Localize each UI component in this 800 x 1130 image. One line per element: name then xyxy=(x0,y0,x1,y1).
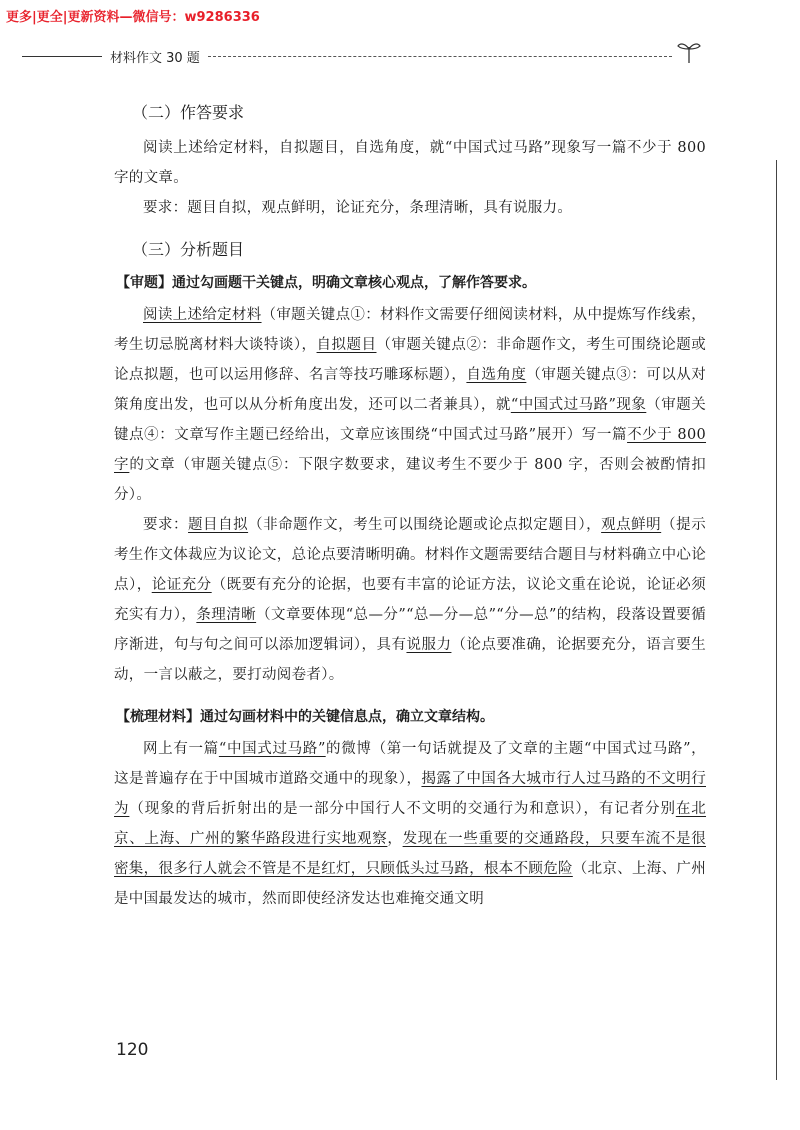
header-rule-right xyxy=(208,56,672,57)
annotation-note: （审题关键点③：可以从对策角度出发，也可以从分析角度出发，还可以二者兼具）， xyxy=(114,367,706,413)
key-phrase: 自选角度 xyxy=(466,367,527,383)
annotation-note: （审题关键点⑤：下限字数要求，建议考生不要少于 800 字，否则会被酌情扣分）。 xyxy=(114,457,706,503)
key-phrase: 说服力 xyxy=(406,637,452,653)
annotation-note: （第一句话就提及了文章的主题“中国式过马路”，这是普遍存在于中国城市道路交通中的现象）， xyxy=(114,741,706,787)
body-text: 写一篇 xyxy=(581,427,628,443)
key-phrase: 揭露了中国各大城市行人过马路的不文明行为 xyxy=(114,771,706,817)
key-phrase: 自拟题目 xyxy=(316,337,377,353)
annotation-note: （文章要体现“总—分”“总—分—总”“分—总”的结构，段落设置要循序渐进，句与句之间可以添加逻辑词）， xyxy=(114,607,707,653)
page-content xyxy=(114,100,706,914)
page-number: 120 xyxy=(116,1040,149,1060)
review-paragraph-1 xyxy=(114,300,706,510)
section-answer-requirements-title: （二）作答要求 xyxy=(132,103,245,122)
annotation-note: （审题关键点④：文章写作主题已经给出，文章应该围绕“中国式过马路”展开） xyxy=(114,397,706,443)
key-phrase: “中国式过马路” xyxy=(218,741,326,757)
key-phrase: 阅读上述给定材料 xyxy=(143,307,262,323)
body-text: 就 xyxy=(495,397,511,413)
annotation-note: （既要有充分的论据，也要有丰富的论证方法，议论文重在论说，论证必须充实有力）， xyxy=(114,577,707,623)
review-question-lead: 【审题】通过勾画题干关键点，明确文章核心观点，了解作答要求。 xyxy=(116,275,536,291)
key-phrase: 论证充分 xyxy=(151,577,212,593)
annotation-note: （现象的背后折射出的是一部分中国行人不文明的交通行为和意识）， xyxy=(129,801,599,817)
key-phrase: 题目自拟 xyxy=(188,517,249,533)
body-text: ， xyxy=(387,831,403,847)
key-phrase: 条理清晰 xyxy=(196,607,257,623)
annotation-note: （非命题作文，考生可以围绕论题或论点拟定题目）， xyxy=(248,517,602,533)
key-phrase: “中国式过马路”现象 xyxy=(510,397,647,413)
review-paragraph-2 xyxy=(114,510,706,690)
annotation-note: （北京、上海、广州是中国最发达的城市，然而即使经济发达也难掩交通文明 xyxy=(114,861,706,907)
answer-requirements-paragraph: 阅读上述给定材料，自拟题目，自选角度，就“中国式过马路”现象写一篇不少于 800 字的文章。 xyxy=(114,140,706,186)
key-phrase: 在北京、上海、广州的繁华路段进行实地观察 xyxy=(114,801,707,847)
key-phrase: 不少于 800 字 xyxy=(114,427,707,473)
header-rule-left xyxy=(22,56,102,57)
body-text: 具有 xyxy=(376,637,407,653)
annotation-note: （提示考生作文体裁应为议论文，总论点要清晰明确。材料作文题需要结合题目与材料确立中心论点）， xyxy=(114,517,706,593)
page-edge-line xyxy=(776,160,777,1080)
running-header-title: 材料作文 30 题 xyxy=(110,51,200,66)
requirements-paragraph: 要求：题目自拟，观点鲜明，论证充分，条理清晰，具有说服力。 xyxy=(143,200,573,216)
sort-material-lead: 【梳理材料】通过勾画材料中的关键信息点，确立文章结构。 xyxy=(116,709,494,725)
sprout-ornament-icon xyxy=(676,38,702,64)
section-analysis-title: （三）分析题目 xyxy=(132,240,245,259)
key-phrase: 发现在一些重要的交通路段，只要车流不是很密集，很多行人就会不管是不是红灯，只顾低头过马路，根本不顾危险 xyxy=(114,831,706,877)
body-text: 有记者分别 xyxy=(598,801,676,817)
watermark-text: 更多|更全|更新资料—微信号：w9286336 xyxy=(6,10,260,25)
annotation-note: （论点要准确，论据要充分，语言要生动，一言以蔽之，要打动阅卷者）。 xyxy=(114,637,706,683)
body-text: 的文章 xyxy=(129,457,176,473)
key-phrase: 观点鲜明 xyxy=(601,517,662,533)
annotation-note: （审题关键点①：材料作文需要仔细阅读材料，从中提炼写作线索，考生切忌脱离材料大谈特谈）， xyxy=(114,307,706,353)
body-text: 的微博 xyxy=(325,741,372,757)
material-paragraph xyxy=(114,734,706,914)
annotation-note: （审题关键点②：非命题作文，考生可围绕论题或论点拟题，也可以运用修辞、名言等技巧雕琢标题）， xyxy=(114,337,706,383)
body-text: 要求： xyxy=(143,517,189,533)
body-text: 网上有一篇 xyxy=(143,741,219,757)
